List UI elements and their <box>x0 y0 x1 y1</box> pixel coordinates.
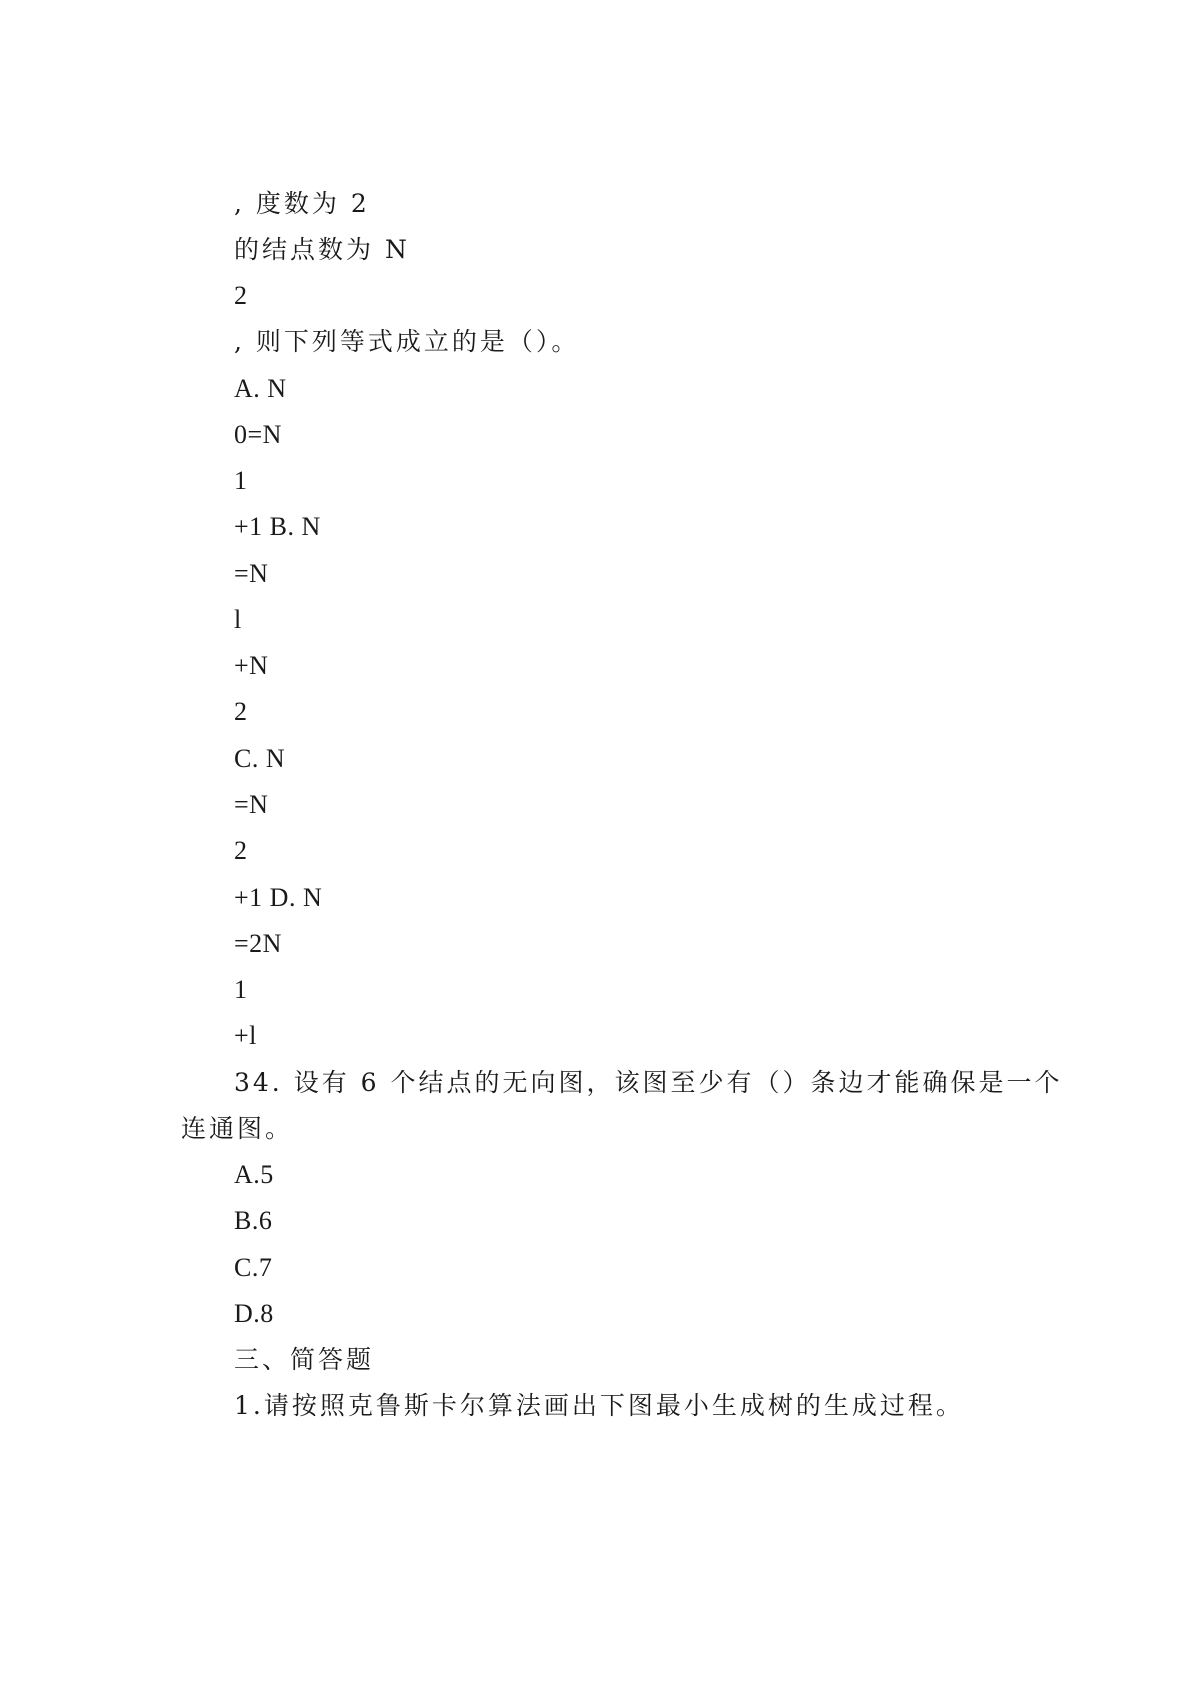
text-line: , 则下列等式成立的是（）。 <box>234 327 580 356</box>
question-34-continued: 连通图。 <box>181 1114 294 1143</box>
text-line: +1 D. N <box>234 883 323 912</box>
option-c: C.7 <box>234 1253 273 1282</box>
option-a: A.5 <box>234 1160 274 1189</box>
text-line: 1 <box>234 975 248 1004</box>
section-heading: 三、简答题 <box>234 1345 375 1374</box>
text-line: 2 <box>234 697 248 726</box>
text-line: 2 <box>234 281 248 310</box>
text-line: A. N <box>234 374 287 403</box>
option-d: D.8 <box>234 1299 274 1328</box>
text-line: C. N <box>234 744 286 773</box>
text-line: +N <box>234 651 269 680</box>
text-line: =N <box>234 790 269 819</box>
text-line: , 度数为 2 <box>234 189 370 218</box>
text-line: 0=N <box>234 420 282 449</box>
text-line: 的结点数为 N <box>234 235 410 264</box>
text-line: l <box>234 605 242 634</box>
question-34: 34. 设有 6 个结点的无向图，该图至少有（）条边才能确保是一个 <box>234 1068 1063 1097</box>
text-line: 2 <box>234 836 248 865</box>
short-answer-question-1: 1.请按照克鲁斯卡尔算法画出下图最小生成树的生成过程。 <box>234 1391 964 1420</box>
text-line: =N <box>234 559 269 588</box>
text-line: +l <box>234 1021 257 1050</box>
text-line: 1 <box>234 466 248 495</box>
text-line: +1 B. N <box>234 512 321 541</box>
text-line: =2N <box>234 929 282 958</box>
option-b: B.6 <box>234 1206 273 1235</box>
